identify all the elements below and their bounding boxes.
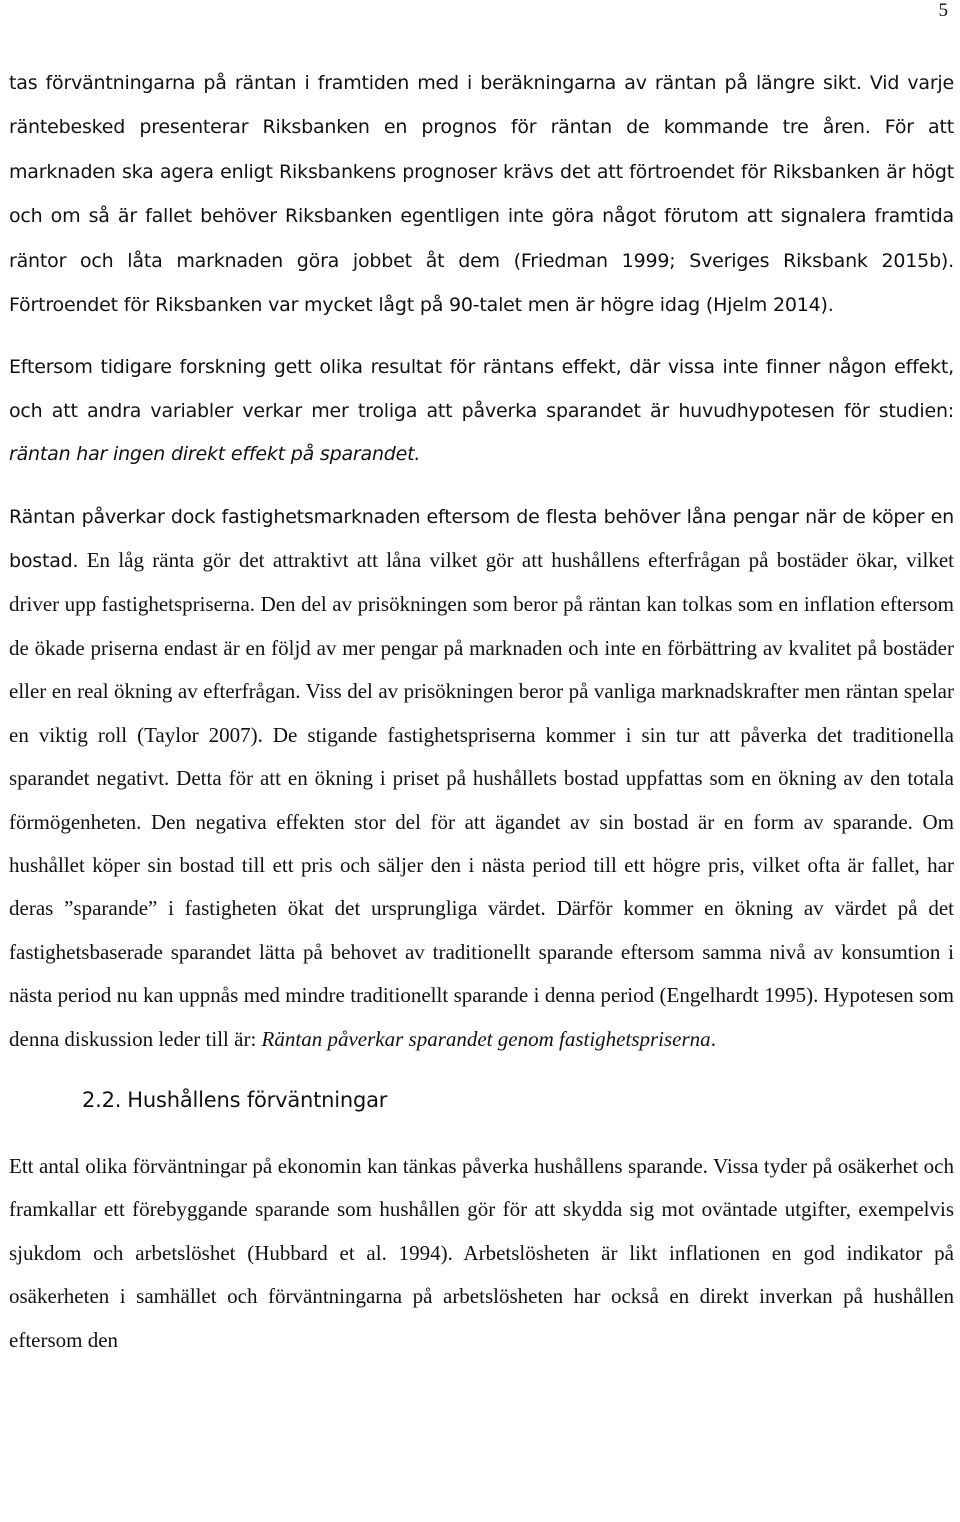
- hypothesis-italic: räntan har ingen direkt effekt på sparandet.: [9, 443, 421, 466]
- paragraph-text: Eftersom tidigare forskning gett olika resultat för räntans effekt, där vissa inte finner någon effekt, och att andra variabler verkar mer troliga att påverka sparandet är huvudhypotesen för studien:: [9, 356, 954, 422]
- paragraph-text-sans: tas förväntningarna på räntan i framtiden med i beräkningarna av räntan på längre sikt.: [9, 72, 862, 94]
- paragraph-main-hypothesis: [9, 346, 954, 476]
- paragraph-riksbank-prognosis: [9, 61, 954, 327]
- paragraph-housing-market: [9, 495, 954, 1061]
- paragraph-text-sans-continued: Vid varje räntebesked presenterar Riksbanken en prognos för räntan de kommande tre åren. För att marknaden ska agera enligt Riksbankens prognoser krävs det att förtroendet för Riksbanken är högt och om så är fallet behöver Riksbanken egentligen inte göra något förutom att signalera framtida räntor och låta marknaden göra jobbet åt dem (Friedman 1999; Sveriges Riksbank 2015b). Förtroendet för Riksbanken var mycket lågt på 90-talet men är högre idag (Hjelm 2014).: [9, 72, 954, 317]
- section-title: Hushållens förväntningar: [127, 1087, 388, 1112]
- paragraph-expectations: [9, 1145, 954, 1362]
- section-heading: [9, 1079, 954, 1122]
- paragraph-text-sans: Räntan påverkar dock fastighetsmarknaden eftersom de flesta behöver låna pengar när de köper en bostad.: [9, 505, 954, 573]
- hypothesis-italic: Räntan påverkar sparandet genom fastighetspriserna: [261, 1026, 711, 1051]
- document-body: [9, 61, 954, 1362]
- paragraph-text: En låg ränta gör det attraktivt att låna vilket gör att hushållens efterfrågan på bostäder ökar, vilket driver upp fastighetspriserna. Den del av prisökningen som beror på räntan kan tolkas som en inflation eftersom de ökade priserna endast är en följd av mer pengar på marknaden och inte en förbättring av kvalitet på bostäder eller en real ökning av efterfrågan. Viss del av prisökningen beror på vanliga marknadskrafter men räntan spelar en viktig roll (Taylor 2007). De stigande fastighetspriserna kommer i sin tur att påverka det traditionella sparandet negativt. Detta för att en ökning i priset på hushållets bostad uppfattas som en ökning av den totala förmögenheten. Den negativa effekten stor del för att ägandet av sin bostad är en form av sparande. Om hushållet köper sin bostad till ett pris och säljer den i nästa period till ett högre pris, vilket ofta är fallet, har deras ”sparande” i fastigheten ökat det ursprungliga värdet. Därför kommer en ökning av värdet på det fastighetsbaserade sparandet lätta på behovet av traditionellt sparande eftersom samma nivå av konsumtion i nästa period nu kan uppnås med mindre traditionellt sparande i denna period (Engelhardt 1995). Hypotesen som denna diskussion leder till är:: [9, 548, 954, 1051]
- paragraph-text: Ett antal olika förväntningar på ekonomin kan tänkas påverka hushållens sparande. Vissa tyder på osäkerhet och framkallar ett förebyggande sparande som hushållen gör för att skydda sig mot oväntade utgifter, exempelvis sjukdom och arbetslöshet (Hubbard et al. 1994). Arbetslösheten är likt inflationen en god indikator på osäkerheten i samhället och förväntningarna på arbetslösheten har också en direkt inverkan på hushållen eftersom den: [9, 1153, 954, 1352]
- paragraph-end: .: [710, 1026, 716, 1051]
- section-number: 2.2.: [82, 1087, 122, 1112]
- page-number: 5: [938, 0, 948, 21]
